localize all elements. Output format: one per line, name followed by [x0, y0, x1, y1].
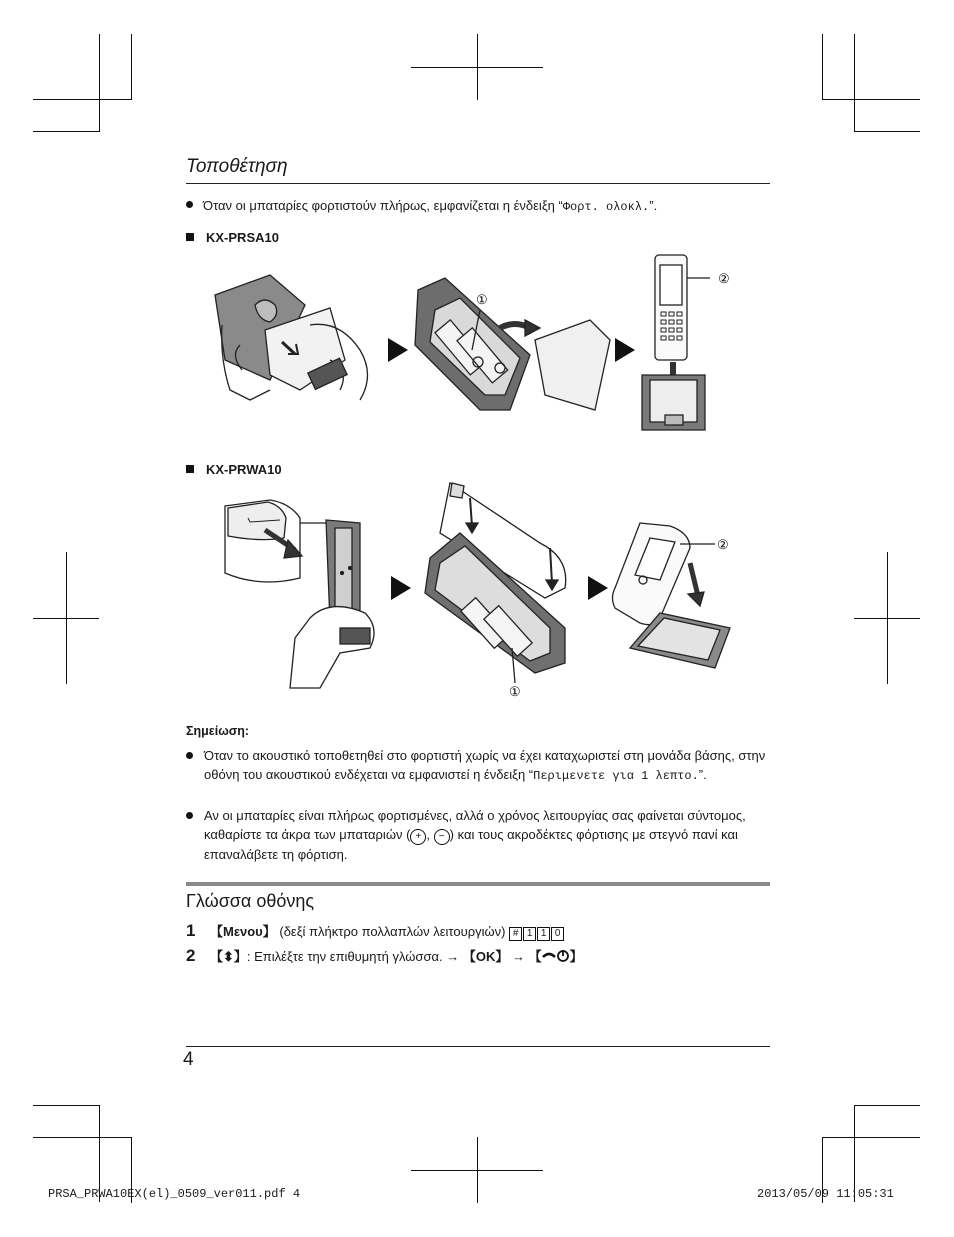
charge-complete-bullet — [186, 196, 657, 217]
title-rule — [186, 183, 770, 184]
bullet-text-after: ”. — [649, 198, 658, 213]
illustration-prwa10-battery — [220, 478, 750, 703]
model-label: KX-PRWA10 — [206, 462, 282, 477]
open-handset-with-cover-illustration — [425, 483, 566, 683]
hands-removing-cover-illustration — [215, 275, 368, 400]
page-number: 4 — [183, 1049, 194, 1070]
display-message-wait: Περιμενετε για 1 λεπτο. — [533, 769, 699, 783]
language-step-1 — [186, 921, 565, 941]
square-bullet-icon — [186, 465, 194, 473]
note-item-unregistered — [186, 746, 776, 786]
note-item-1-text — [204, 746, 776, 786]
handset-on-charger-2-illustration — [613, 523, 731, 668]
note-item-1-after: ”. — [698, 767, 707, 782]
section-title: Τοποθέτηση — [186, 156, 288, 177]
note-item-2-sep: , — [426, 827, 434, 842]
step-number: 2 — [186, 946, 196, 965]
footer-timestamp: 2013/05/09 11:05:31 — [757, 1187, 894, 1201]
note-item-clean-contacts — [186, 806, 776, 864]
step-2-text: : Επιλέξτε την επιθυμητή γλώσσα. → — [246, 949, 463, 964]
note-item-2-text — [204, 806, 776, 864]
step-number: 1 — [186, 921, 196, 940]
open-handset-illustration — [415, 278, 610, 410]
bullet-dot — [186, 752, 193, 759]
step-arrow-icon — [388, 338, 408, 362]
navigator-key-label: 【⬍】 — [210, 949, 247, 964]
key-hash: # — [509, 927, 522, 941]
note-item-2-after: ) και τους ακροδέκτες φόρτισης με στεγνό πανί και επαναλάβετε τη φόρτιση. — [204, 827, 738, 862]
callout-2-a: ② — [718, 271, 730, 286]
model-label: KX-PRSA10 — [206, 230, 279, 245]
section-bar — [186, 882, 770, 886]
key-0: 0 — [551, 927, 564, 941]
bottom-rule — [186, 1046, 770, 1047]
off-power-icon — [542, 949, 570, 963]
handset-on-charger-illustration — [642, 255, 710, 430]
model-heading-prwa10 — [186, 461, 282, 479]
ok-key-label: 【OK】 — [462, 949, 509, 964]
off-key-open: 【 — [528, 949, 542, 964]
callout-1-b: ① — [509, 684, 521, 699]
callout-1-a: ① — [476, 292, 488, 307]
note-title: Σημείωση: — [186, 724, 250, 738]
display-message-charge-complete: Φορτ. ολοκλ. — [562, 200, 650, 214]
square-bullet-icon — [186, 233, 194, 241]
illustration-prsa10-battery — [210, 250, 750, 440]
off-key-close: 】 — [569, 949, 583, 964]
note-item-2-body: Αν οι μπαταρίες είναι πλήρως φορτισμένες, αλλά ο χρόνος λειτουργίας σας φαίνεται σύντομος, καθαρίστε τα άκρα των μπαταριών ( — [204, 808, 746, 842]
arrow-text: → — [508, 949, 529, 964]
step-arrow-icon — [615, 338, 635, 362]
note-item-1-body: Όταν το ακουστικό τοποθετηθεί στο φορτιστή χωρίς να έχει καταχωριστεί στη μονάδα βάσης, στην οθόνη του ακουστικού ενδέχεται να εμφανιστεί η ένδειξη “ — [204, 748, 766, 782]
key-1: 1 — [523, 927, 536, 941]
minus-terminal-icon: − — [434, 829, 450, 845]
model-heading-prsa10 — [186, 229, 279, 247]
step-arrow-icon — [391, 576, 411, 600]
language-section-title: Γλώσσα οθόνης — [186, 891, 315, 911]
bullet-dot — [186, 201, 193, 208]
menu-key-label: 【Μενου】 — [210, 924, 276, 939]
bullet-text-before: Όταν οι μπαταρίες φορτιστούν πλήρως, εμφανίζεται η ένδειξη “ — [203, 198, 563, 213]
hand-sliding-cover-illustration — [225, 500, 374, 688]
step-arrow-icon — [588, 576, 608, 600]
footer-filename: PRSA_PRWA10EX(el)_0509_ver011.pdf 4 — [48, 1187, 301, 1201]
bullet-dot — [186, 812, 193, 819]
plus-terminal-icon: + — [410, 829, 426, 845]
language-step-2 — [186, 946, 583, 966]
step-1-text: (δεξί πλήκτρο πολλαπλών λειτουργιών) — [275, 924, 510, 939]
key-1: 1 — [537, 927, 550, 941]
callout-2-b: ② — [717, 537, 729, 552]
